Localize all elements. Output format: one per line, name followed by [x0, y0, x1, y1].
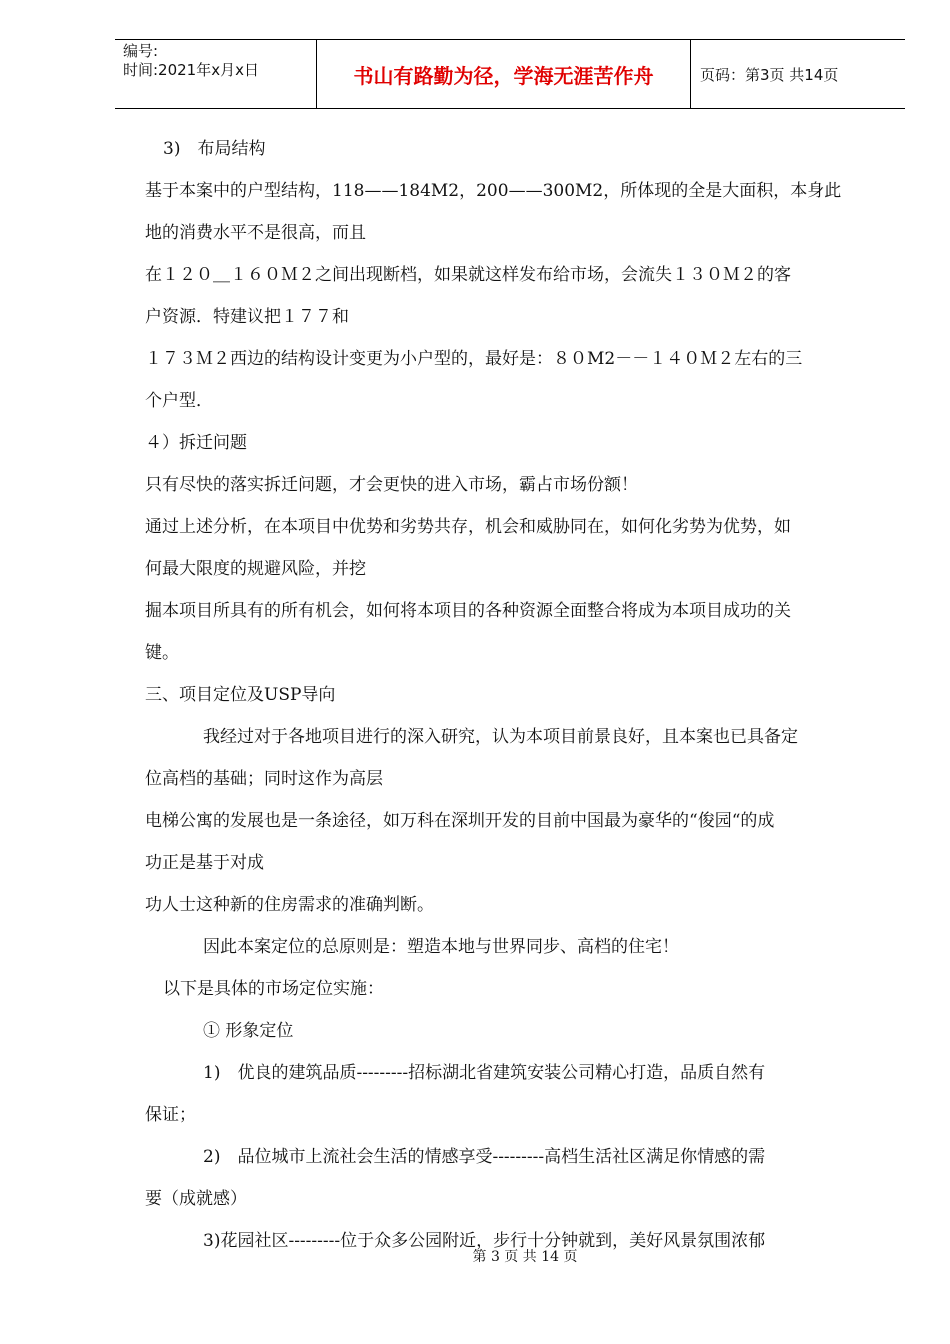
list-item: 2) 品位城市上流社会生活的情感享受---------高档生活社区满足你情感的需 — [203, 1147, 766, 1167]
header-motto: 书山有路勤为径，学海无涯苦作舟 — [316, 40, 691, 108]
body-line: 键。 — [145, 643, 179, 663]
body-line: 掘本项目所具有的所有机会，如何将本项目的各种资源全面整合将成为本项目成功的关 — [145, 601, 791, 621]
body-line: 户资源．特建议把１７７和 — [145, 307, 349, 327]
page-header — [115, 39, 905, 109]
body-line: 功人士这种新的住房需求的准确判断。 — [145, 895, 434, 915]
body-line: 个户型． — [145, 391, 213, 411]
body-line: 保证； — [145, 1105, 196, 1125]
body-line: 地的消费水平不是很高，而且 — [145, 223, 366, 243]
list-item: 1) 优良的建筑品质---------招标湖北省建筑安装公司精心打造，品质自然有 — [203, 1063, 766, 1083]
header-meta — [123, 42, 313, 80]
section-heading-positioning: 三、项目定位及USP导向 — [145, 685, 336, 705]
document-body — [145, 128, 880, 1262]
section-heading-demolition: ４）拆迁问题 — [145, 433, 247, 453]
body-line: 以下是具体的市场定位实施： — [163, 979, 384, 999]
body-line: 要（成就感） — [145, 1189, 247, 1209]
body-line: 功正是基于对成 — [145, 853, 264, 873]
body-line: 因此本案定位的总原则是：塑造本地与世界同步、高档的住宅！ — [203, 937, 679, 957]
document-time-label: 时间:2021年x月x日 — [123, 61, 259, 79]
document-number-label: 编号: — [123, 42, 159, 60]
header-page-number: 页码：第3页 共14页 — [700, 65, 839, 84]
body-line: １７３Ｍ２西边的结构设计变更为小户型的，最好是：８０M2－－１４０Ｍ２左右的三 — [145, 349, 803, 369]
subheading-image-positioning: ① 形象定位 — [203, 1021, 294, 1041]
body-line: 我经过对于各地项目进行的深入研究，认为本项目前景良好，且本案也已具备定 — [203, 727, 798, 747]
body-line: 电梯公寓的发展也是一条途径，如万科在深圳开发的目前中国最为豪华的“俊园“的成 — [145, 811, 775, 831]
page-footer: 第 3 页 共 14 页 — [472, 1249, 578, 1265]
body-line: 基于本案中的户型结构，118——184M2，200——300M2，所体现的全是大面积，本身此 — [145, 181, 842, 201]
body-line: 在１２０＿１６０Ｍ２之间出现断档，如果就这样发布给市场，会流失１３０Ｍ２的客 — [145, 265, 791, 285]
list-item: 3)花园社区---------位于众多公园附近，步行十分钟就到，美好风景氛围浓郁 — [203, 1231, 766, 1251]
section-heading-layout: 3) 布局结构 — [163, 139, 266, 159]
body-line: 通过上述分析，在本项目中优势和劣势共存，机会和威胁同在，如何化劣势为优势，如 — [145, 517, 791, 537]
body-line: 位高档的基础；同时这作为高层 — [145, 769, 383, 789]
body-line: 何最大限度的规避风险，并挖 — [145, 559, 366, 579]
body-line: 只有尽快的落实拆迁问题，才会更快的进入市场，霸占市场份额！ — [145, 475, 638, 495]
